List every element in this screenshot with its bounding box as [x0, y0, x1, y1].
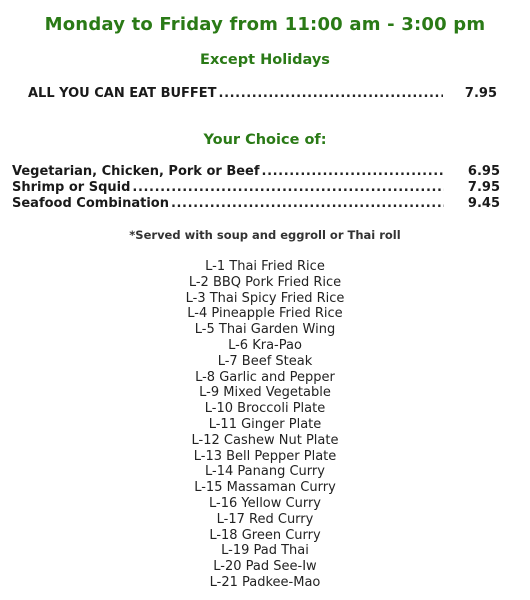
except-holidays-note: Except Holidays	[200, 52, 330, 68]
served-with-note: *Served with soup and eggroll or Thai roll	[129, 228, 401, 242]
dot-leader	[171, 196, 444, 211]
list-item: L-17 Red Curry	[216, 511, 314, 527]
lunch-item-list	[0, 259, 530, 591]
list-item: L-11 Ginger Plate	[208, 416, 322, 432]
buffet-label: ALL YOU CAN EAT BUFFET	[28, 86, 217, 101]
choice-price: 9.45	[467, 196, 500, 211]
choice-row-seafood	[12, 196, 500, 211]
choice-row-meat	[12, 164, 500, 179]
choice-price: 7.95	[467, 180, 500, 195]
list-item: L-21 Padkee-Mao	[209, 574, 321, 590]
choice-label: Seafood Combination	[12, 196, 169, 211]
list-item: L-4 Pineapple Fried Rice	[187, 306, 343, 322]
dot-leader	[262, 164, 444, 179]
choice-label: Vegetarian, Chicken, Pork or Beef	[12, 164, 260, 179]
menu-hours-title: Monday to Friday from 11:00 am - 3:00 pm	[44, 14, 486, 35]
list-item: L-15 Massaman Curry	[194, 480, 336, 496]
list-item: L-16 Yellow Curry	[208, 495, 321, 511]
list-item: L-1 Thai Fried Rice	[205, 259, 325, 274]
list-item: L-7 Beef Steak	[217, 353, 313, 369]
list-item: L-6 Kra-Pao	[228, 337, 302, 353]
list-item: L-20 Pad See-Iw	[213, 559, 317, 575]
choice-label: Shrimp or Squid	[12, 180, 131, 195]
list-item: L-8 Garlic and Pepper	[195, 369, 335, 385]
list-item: L-3 Thai Spicy Fried Rice	[185, 290, 345, 306]
choice-price: 6.95	[467, 164, 500, 179]
list-item: L-14 Panang Curry	[205, 464, 325, 480]
buffet-row	[28, 86, 497, 101]
list-item: L-9 Mixed Vegetable	[199, 385, 331, 401]
dot-leader	[219, 86, 443, 101]
list-item: L-18 Green Curry	[209, 527, 321, 543]
dot-leader	[132, 180, 444, 195]
your-choice-heading: Your Choice of:	[203, 132, 327, 148]
list-item: L-19 Pad Thai	[221, 543, 309, 559]
list-item: L-5 Thai Garden Wing	[194, 322, 336, 338]
list-item: L-10 Broccoli Plate	[204, 401, 326, 417]
list-item: L-12 Cashew Nut Plate	[191, 432, 339, 448]
buffet-price: 7.95	[464, 86, 497, 101]
list-item: L-2 BBQ Pork Fried Rice	[188, 274, 342, 290]
choice-row-shrimp	[12, 180, 500, 195]
list-item: L-13 Bell Pepper Plate	[193, 448, 337, 464]
